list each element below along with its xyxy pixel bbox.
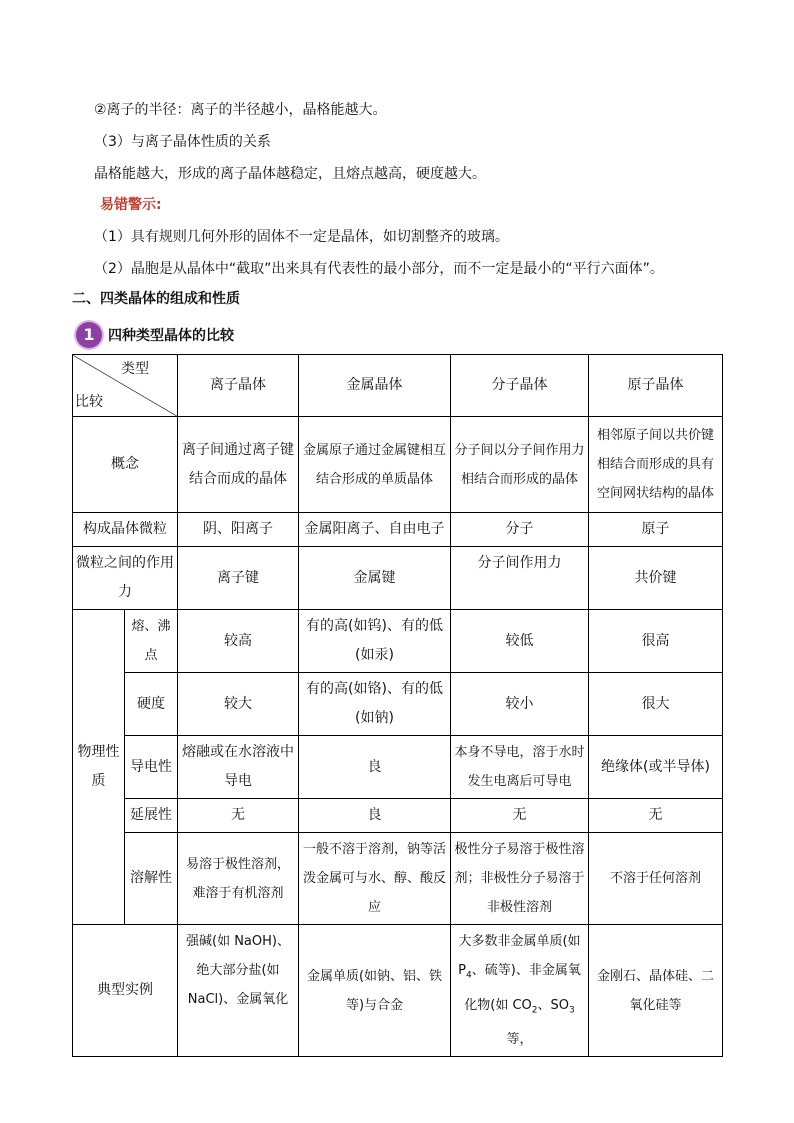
header-ionic: 离子晶体 [178,355,299,417]
subsection-header [76,322,722,350]
melting-molecular: 较低 [451,610,589,673]
solubility-ionic: 易溶于极性溶剂，难溶于有机溶剂 [178,833,299,925]
warning-label: 易错警示: [100,197,162,213]
interaction-ionic: 离子键 [178,547,299,610]
table-row-hardness [73,673,723,736]
hardness-molecular: 较小 [451,673,589,736]
table-row-ductility [73,799,723,833]
examples-metallic: 金属单质(如钠、铝、铁等)与合金 [299,925,451,1057]
particles-atomic: 原子 [589,513,723,547]
melting-ionic: 较高 [178,610,299,673]
header-metallic: 金属晶体 [299,355,451,417]
table-row-melting [73,610,723,673]
warning-item-2: （2）晶胞是从晶体中“截取”出来具有代表性的最小部分，而不一定是最小的“平行六面体”。 [94,261,664,277]
examples-molecular-sub-3: 3 [569,1005,575,1016]
hardness-ionic: 较大 [178,673,299,736]
subsection-title: 四种类型晶体的比较 [108,328,234,344]
conductivity-atomic: 绝缘体(或半导体) [589,736,723,799]
intro-line-lattice-energy: 晶格能越大，形成的离子晶体越稳定，且熔点越高，硬度越大。 [94,166,486,182]
corner-cell [73,355,178,417]
solubility-metallic: 一般不溶于溶剂，钠等活泼金属可与水、醇、酸反应 [299,833,451,925]
corner-compare-label: 比较 [75,394,103,410]
row-label-physical: 物理性质 [73,610,125,925]
sub-label-hardness: 硬度 [125,673,178,736]
intro-line-relation-heading: （3）与离子晶体性质的关系 [94,134,271,150]
examples-atomic: 金刚石、晶体硅、二氧化硅等 [589,925,723,1057]
intro-line-ion-radius: ②离子的半径：离子的半径越小，晶格能越大。 [94,102,387,118]
header-molecular: 分子晶体 [451,355,589,417]
ductility-molecular: 无 [451,799,589,833]
concept-metallic: 金属原子通过金属键相互结合形成的单质晶体 [299,417,451,513]
ductility-atomic: 无 [589,799,723,833]
table-row-concept [73,417,723,513]
concept-atomic: 相邻原子间以共价键相结合而形成的具有空间网状结构的晶体 [589,417,723,513]
hardness-metallic: 有的高(如铬)、有的低(如钠) [299,673,451,736]
examples-molecular-text-c: 、SO [537,997,569,1013]
conductivity-molecular: 本身不导电，溶于水时发生电离后可导电 [451,736,589,799]
section-title: 二、四类晶体的组成和性质 [72,291,240,307]
table-row-interaction [73,547,723,610]
corner-type-label: 类型 [121,361,149,377]
examples-molecular-text-a: 大多数非金属单质(如 P [458,934,581,978]
sub-label-conductivity: 导电性 [125,736,178,799]
interaction-molecular: 分子间作用力 [451,547,589,610]
sub-label-solubility: 溶解性 [125,833,178,925]
examples-molecular-text-b: 、硫等)、非金属氧化物(如 CO [464,963,581,1013]
row-label-examples: 典型实例 [73,925,178,1057]
table-row-conductivity [73,736,723,799]
number-badge-icon: 1 [76,322,102,348]
table-header-row [73,355,723,417]
ductility-metallic: 良 [299,799,451,833]
concept-ionic: 离子间通过离子键结合而成的晶体 [178,417,299,513]
solubility-molecular: 极性分子易溶于极性溶剂；非极性分子易溶于非极性溶剂 [451,833,589,925]
interaction-metallic: 金属键 [299,547,451,610]
concept-molecular: 分子间以分子间作用力相结合而形成的晶体 [451,417,589,513]
examples-ionic: 强碱(如 NaOH)、绝大部分盐(如 NaCl)、金属氧化 [178,925,299,1057]
examples-molecular-sub-2: 2 [531,1005,538,1016]
crystal-comparison-table [72,354,723,1057]
particles-metallic: 金属阳离子、自由电子 [299,513,451,547]
warning-item-1: （1）具有规则几何外形的固体不一定是晶体，如切割整齐的玻璃。 [94,229,509,245]
hardness-atomic: 很大 [589,673,723,736]
examples-molecular-text-d: 等， [506,1032,533,1048]
conductivity-metallic: 良 [299,736,451,799]
melting-metallic: 有的高(如钨)、有的低(如汞) [299,610,451,673]
sub-label-ductility: 延展性 [125,799,178,833]
row-label-interaction: 微粒之间的作用力 [73,547,178,610]
examples-molecular-sub-1: 4 [466,970,472,981]
examples-molecular [451,925,589,1057]
row-label-particles: 构成晶体微粒 [73,513,178,547]
particles-molecular: 分子 [451,513,589,547]
row-label-concept: 概念 [73,417,178,513]
particles-ionic: 阴、阳离子 [178,513,299,547]
sub-label-melting: 熔、沸点 [125,610,178,673]
table-row-particles [73,513,723,547]
ductility-ionic: 无 [178,799,299,833]
table-row-examples [73,925,723,1057]
interaction-atomic: 共价键 [589,547,723,610]
melting-atomic: 很高 [589,610,723,673]
table-row-solubility [73,833,723,925]
solubility-atomic: 不溶于任何溶剂 [589,833,723,925]
conductivity-ionic: 熔融或在水溶液中导电 [178,736,299,799]
header-atomic: 原子晶体 [589,355,723,417]
